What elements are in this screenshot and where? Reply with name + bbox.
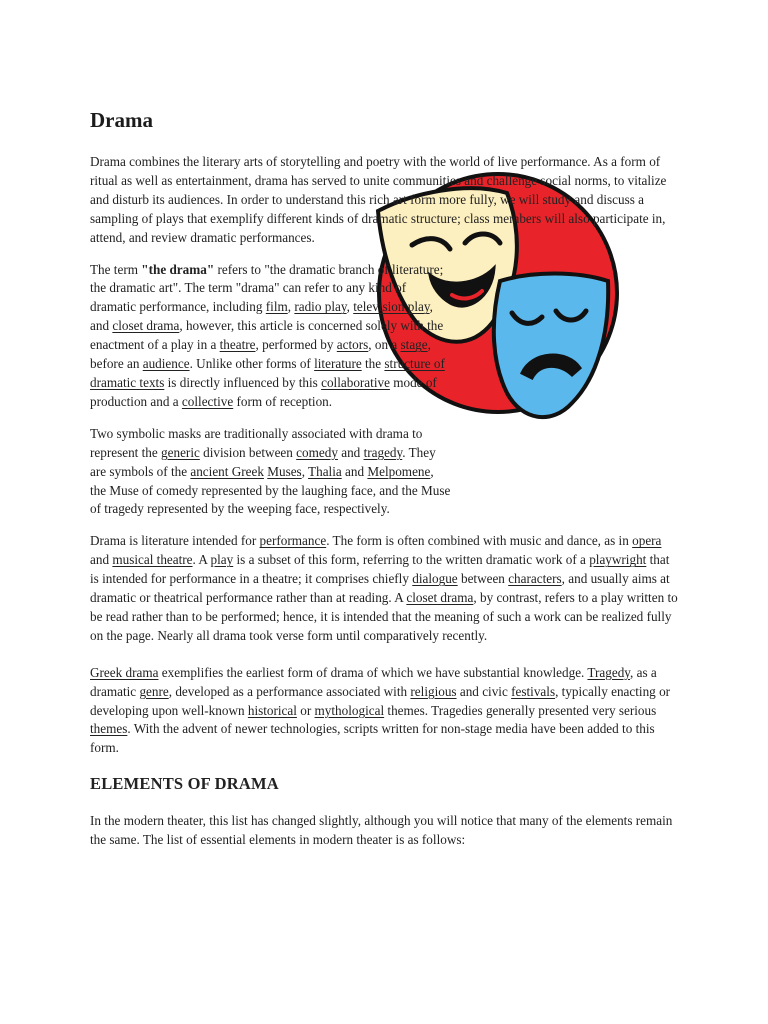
link-collective[interactable]: collective <box>181 393 234 409</box>
link-closet-drama[interactable]: closet drama <box>112 318 180 334</box>
link-tragedy-2[interactable]: Tragedy <box>587 664 631 680</box>
paragraph-modern-theater: In the modern theater, this list has changed slightly, although you will notice that many of the elements remain the same. The list of essential elements in modern theater is as follows: <box>90 813 673 848</box>
article-body <box>90 108 680 863</box>
link-festivals[interactable]: festivals <box>511 683 556 699</box>
link-melpomene[interactable]: Melpomene <box>367 463 431 479</box>
link-theatre[interactable]: theatre <box>219 337 256 353</box>
paragraph-masks: Two symbolic masks are traditionally associated with drama to represent the generic division between comedy and tragedy. They are symbols of the ancient Greek Muses, Thalia and Melpomene, the Muse of comedy represented by the laughing face, and the Muse of tragedy represented by the weeping face, respectively. <box>90 425 451 517</box>
link-religious[interactable]: religious <box>410 683 457 699</box>
page-title: Drama <box>90 108 153 132</box>
link-tragedy[interactable]: tragedy <box>363 444 403 460</box>
link-radio-play[interactable]: radio play <box>294 299 347 315</box>
link-characters[interactable]: characters <box>508 571 562 587</box>
link-playwright[interactable]: playwright <box>589 552 647 568</box>
link-stage[interactable]: stage <box>400 337 428 353</box>
term-bold: "the drama" <box>141 261 215 277</box>
paragraph-literature: Drama is literature intended for performance. The form is often combined with music and dance, as in opera and musical theatre. A play is a subset of this form, referring to the written dramatic work of a playwright that is intended for performance in a theatre; it comprises chiefly dialogue between characters, and usually aims at dramatic or theatrical performance rather than at reading. A closet drama, by contrast, refers to a play written to be read rather than to be performed; hence, it is intended that the meaning of such a work can be realized fully on the page. Nearly all drama took verse form until comparatively recently. <box>90 533 678 643</box>
link-literature[interactable]: literature <box>314 356 362 372</box>
section-heading-elements: ELEMENTS OF DRAMA <box>90 774 279 794</box>
link-muses[interactable]: Muses <box>267 463 302 479</box>
intro-paragraph: Drama combines the literary arts of storytelling and poetry with the world of live performance. As a form of ritual as well as entertainment, drama has served to unite communities and challenge social norms, to vitalize and disturb its audiences. In order to understand this rich art form more fully, we will study and discuss a sampling of plays that exemplify different kinds of dramatic structure; class members will also participate in, attend, and review dramatic performances. <box>90 154 667 245</box>
link-themes[interactable]: themes <box>90 721 128 737</box>
link-structure-of-dramatic-texts[interactable]: structure of dramatic texts <box>90 356 445 390</box>
link-television-play[interactable]: television play <box>353 299 430 315</box>
link-film[interactable]: film <box>265 299 288 315</box>
link-historical[interactable]: historical <box>247 702 297 718</box>
link-musical-theatre[interactable]: musical theatre <box>112 552 193 568</box>
link-opera[interactable]: opera <box>632 533 662 549</box>
link-thalia[interactable]: Thalia <box>308 463 342 479</box>
link-comedy[interactable]: comedy <box>296 444 338 460</box>
link-closet-drama-2[interactable]: closet drama <box>406 590 474 606</box>
link-mythological[interactable]: mythological <box>314 702 385 718</box>
link-audience[interactable]: audience <box>142 356 190 372</box>
link-genre[interactable]: genre <box>139 683 169 699</box>
link-collaborative[interactable]: collaborative <box>321 374 390 390</box>
link-play[interactable]: play <box>210 552 234 568</box>
paragraph-the-drama: The term "the drama" refers to "the dramatic branch of literature; the dramatic art". The term "drama" can refer to any kind of dramatic performance, including film, radio play, television play, and closet drama, however, this article is concerned solely with the enactment of a play in a theatre, performed by actors, on a stage, before an audience. Unlike other forms of literature the structure of dramatic texts is directly influenced by this collaborative mode of production and a collective form of reception. <box>90 261 445 409</box>
link-dialogue[interactable]: dialogue <box>412 571 458 587</box>
link-generic[interactable]: generic <box>161 444 200 460</box>
paragraph-greek-drama: Greek drama exemplifies the earliest form of drama of which we have substantial knowledge. Tragedy, as a dramatic genre, developed as a performance associated with religious and civic festivals, typically enacting or developing upon well-known historical or mythological themes. Tragedies generally presented very serious themes. With the advent of newer technologies, scripts written for non-stage media have been added to this form. <box>90 664 671 756</box>
link-ancient-greek[interactable]: ancient Greek <box>190 463 264 479</box>
link-actors[interactable]: actors <box>336 337 369 353</box>
link-performance[interactable]: performance <box>259 533 327 549</box>
link-greek-drama[interactable]: Greek drama <box>90 664 159 680</box>
